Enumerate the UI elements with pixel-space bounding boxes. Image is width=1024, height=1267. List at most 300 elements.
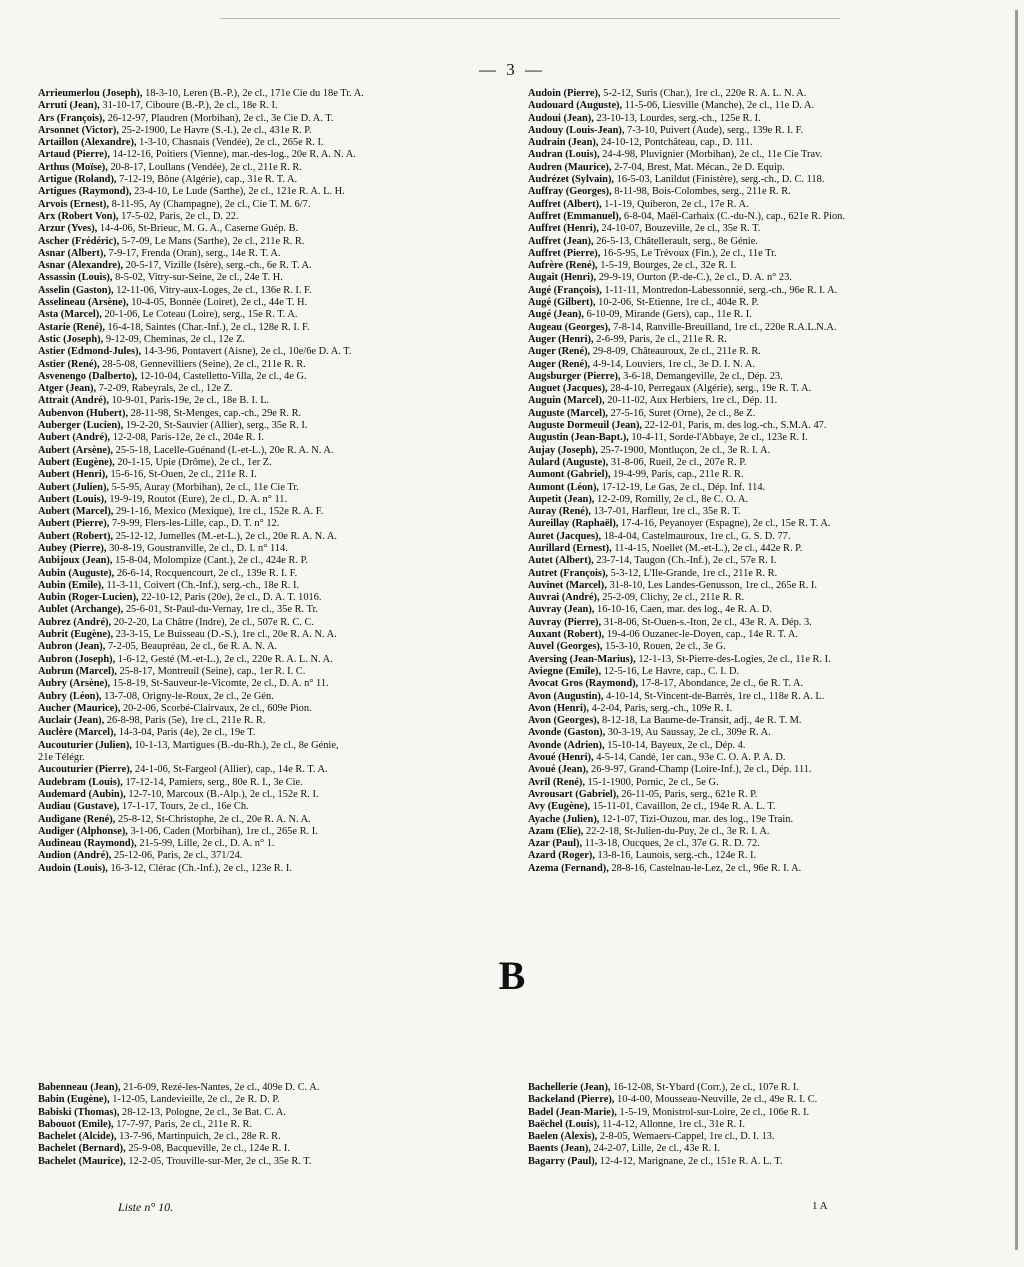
- list-entry: [528, 125, 998, 137]
- entry-name: Arx (Robert Von),: [38, 210, 119, 222]
- entry-name: Babenneau (Jean),: [38, 1082, 121, 1093]
- right-column: [528, 88, 998, 875]
- entry-details: 18-4-04, Castelmauroux, 1re cl., G. S. D. 77.: [603, 530, 791, 542]
- entry-details: 5-2-12, Suris (Char.), 1re cl., 220e R. A. L. N. A.: [603, 88, 807, 99]
- list-entry: [38, 223, 508, 235]
- list-entry: [528, 555, 998, 567]
- list-entry: [528, 826, 998, 838]
- list-entry: [38, 678, 508, 690]
- list-entry: [38, 100, 508, 112]
- entry-name: Aupetit (Jean),: [528, 493, 595, 505]
- entry-details: 12-1-07, Tizi-Ouzou, mar. des log., 19e Train.: [602, 813, 794, 825]
- entry-details: 30-3-19, Au Saussay, 2e cl., 309e R. A.: [607, 727, 771, 739]
- list-entry: [528, 801, 998, 813]
- entry-name: Auguet (Jacques),: [528, 383, 608, 395]
- entry-details: 14-4-06, St-Brieuc, M. G. A., Caserne Guép. B.: [99, 223, 299, 235]
- list-entry: [528, 740, 998, 752]
- list-entry: [38, 592, 508, 604]
- entry-name: Audren (Maurice),: [528, 161, 612, 173]
- entry-name: Aviegne (Emile),: [528, 665, 602, 677]
- entry-name: Auvinet (Marcel),: [528, 579, 607, 591]
- entry-name: Avonde (Gaston),: [528, 727, 606, 739]
- entry-name: Bachelet (Bernard),: [38, 1143, 126, 1155]
- section-b-right-column: [528, 1082, 998, 1168]
- list-entry: [528, 113, 998, 125]
- list-entry: [528, 1143, 998, 1155]
- entry-name: Avoué (Jean),: [528, 764, 589, 776]
- entry-name: Auvel (Georges),: [528, 641, 603, 653]
- entry-details: 1-3-10, Chasnais (Vendée), 2e cl., 265e R. I.: [139, 137, 324, 149]
- entry-name: Aubrez (André),: [38, 616, 112, 628]
- entry-details: 12-4-12, Marignane, 2e cl., 151e R. A. L. T.: [599, 1155, 783, 1167]
- list-entry: [528, 592, 998, 604]
- list-entry: [38, 174, 508, 186]
- entry-details: 31-8-10, Les Landes-Genusson, 1re cl., 265e R. I.: [609, 579, 817, 591]
- entry-name: Aucouturier (Julien),: [38, 739, 132, 751]
- list-entry: [528, 506, 998, 518]
- entry-name: Aubert (Henri),: [38, 469, 108, 481]
- entry-name: Audran (Louis),: [528, 149, 600, 161]
- list-entry: [528, 568, 998, 580]
- entry-details: 13-7-01, Harfleur, 1re cl., 35e R. T.: [593, 506, 741, 518]
- list-entry: [38, 543, 508, 555]
- entry-name: Asselin (Gaston),: [38, 284, 114, 296]
- entry-details: 17-5-02, Paris, 2e cl., D. 22.: [121, 210, 239, 222]
- entry-details: 25-9-08, Bacqueville, 2e cl., 124e R. I.: [128, 1143, 290, 1155]
- entry-details: 20-8-17, Loullans (Vendée), 2e cl., 211e R. R.: [110, 161, 302, 173]
- list-entry: [38, 617, 508, 629]
- entry-name: Audigane (René),: [38, 813, 116, 825]
- list-entry: [528, 297, 998, 309]
- list-entry: [38, 814, 508, 826]
- entry-details: 10-9-01, Paris-19e, 2e cl., 18e B. I. L.: [111, 395, 270, 407]
- entry-name: Azam (Elie),: [528, 825, 584, 837]
- entry-details: 31-8-06, St-Ouen-s.-Iton, 2e cl., 43e R. A. Dép. 3.: [603, 616, 812, 628]
- entry-name: Audion (André),: [38, 850, 112, 862]
- entry-details: 23-4-10, Le Lude (Sarthe), 2e cl., 121e R. A. L. H.: [134, 186, 345, 198]
- entry-details: 16-10-16, Caen, mar. des log., 4e R. A. D.: [597, 604, 772, 616]
- entry-details: 12-5-16, Le Havre, cap., C. I. D.: [603, 665, 740, 677]
- list-entry: [38, 432, 508, 444]
- list-entry: [38, 309, 508, 321]
- list-entry: [38, 346, 508, 358]
- list-entry: [38, 322, 508, 334]
- entry-name: Audebram (Louis),: [38, 776, 123, 788]
- entry-name: Astic (Joseph),: [38, 333, 104, 345]
- entry-name: Audrézet (Sylvain),: [528, 174, 615, 186]
- entry-details: 10-4-11, Sorde-l'Abbaye, 2e cl., 123e R. I.: [631, 432, 808, 444]
- section-b-left-column: [38, 1082, 508, 1168]
- entry-details: 26-9-97, Grand-Champ (Loire-Inf.), 2e cl., Dép. 111.: [591, 764, 812, 776]
- entry-details: 7-8-14, Ranville-Breuilland, 1re cl., 220e R.A.L.N.A.: [613, 321, 837, 333]
- entry-details: 7-9-17, Frenda (Oran), serg., 14e R. T. A.: [108, 247, 281, 259]
- entry-name: Artaillon (Alexandre),: [38, 137, 137, 149]
- list-entry: [528, 1082, 998, 1094]
- entry-name: Ars (François),: [38, 112, 105, 124]
- entry-details: 8-5-02, Vitry-sur-Seine, 2e cl., 24e T. H.: [115, 272, 283, 284]
- entry-name: Azema (Fernand),: [528, 862, 609, 874]
- entry-details: 31-8-06, Rueil, 2e cl., 207e R. P.: [610, 456, 747, 468]
- entry-details: 10-4-00, Mousseau-Neuville, 2e cl., 49e R. I. C.: [617, 1094, 818, 1106]
- list-entry: [38, 408, 508, 420]
- entry-details: 13-8-16, Launois, serg.-ch., 124e R. I.: [597, 850, 757, 862]
- entry-details: 20-11-02, Aux Herbiers, 1re cl., Dép. 11.: [607, 395, 778, 407]
- entry-name: Asselineau (Arsène),: [38, 297, 129, 309]
- entry-details: 8-12-18, La Baume-de-Transit, adj., 4e R. T. M.: [601, 715, 802, 727]
- entry-name: Auclair (Jean),: [38, 715, 105, 727]
- entry-details: 1-5-19, Bourges, 2e cl., 32e R. I.: [600, 260, 737, 272]
- list-entry: [38, 1107, 508, 1119]
- entry-name: Auxant (Robert),: [528, 629, 605, 641]
- list-entry: [38, 1131, 508, 1143]
- entry-name: Audrain (Jean),: [528, 137, 599, 149]
- list-entry: [528, 678, 998, 690]
- entry-details: 11-4-12, Allonne, 1re cl., 31e R. I.: [602, 1118, 745, 1130]
- list-entry: [38, 703, 508, 715]
- list-entry: [38, 334, 508, 346]
- list-entry: [528, 445, 998, 457]
- entry-details: 23-3-15, Le Buisseau (D.-S.), 1re cl., 20e R. A. N. A.: [115, 629, 337, 641]
- entry-details: 19-9-19, Routot (Eure), 2e cl., D. A. n° 11.: [109, 493, 288, 505]
- list-entry: [38, 162, 508, 174]
- entry-name: Badel (Jean-Marie),: [528, 1106, 617, 1118]
- list-entry: [38, 666, 508, 678]
- entry-name: Aufrère (René),: [528, 260, 598, 272]
- entry-name: Asnar (Alexandre),: [38, 260, 124, 272]
- list-entry: [528, 346, 998, 358]
- entry-details: 28-11-98, St-Menges, cap.-ch., 29e R. R.: [130, 407, 302, 419]
- entry-name: Avoué (Henri),: [528, 752, 594, 764]
- entry-details: 24-10-12, Pontchâteau, cap., D. 111.: [601, 137, 753, 149]
- list-entry: [38, 580, 508, 592]
- entry-details: 5-7-09, Le Mans (Sarthe), 2e cl., 211e R. R.: [121, 235, 305, 247]
- list-entry: [528, 199, 998, 211]
- list-entry: [528, 727, 998, 739]
- list-entry: [38, 248, 508, 260]
- entry-details: 12-1-13, St-Pierre-des-Logies, 2e cl., 11e R. I.: [638, 653, 831, 665]
- list-entry: [528, 764, 998, 776]
- list-entry: [528, 863, 998, 875]
- entry-name: Avon (Henri),: [528, 702, 589, 714]
- list-entry: [38, 568, 508, 580]
- entry-details: 10-1-13, Martigues (B.-du-Rh.), 2e cl., 8e Génie,: [134, 739, 339, 751]
- entry-name: Aubert (André),: [38, 432, 111, 444]
- entry-name: Aucouturier (Pierre),: [38, 764, 133, 776]
- list-entry: [38, 801, 508, 813]
- list-entry: [38, 260, 508, 272]
- list-entry: [38, 186, 508, 198]
- entry-details: 26-12-97, Plaudren (Morbihan), 2e cl., 3e Cie D. A. T.: [107, 112, 334, 124]
- entry-details: 25-2-09, Clichy, 2e cl., 211e R. R.: [602, 592, 745, 604]
- list-entry: [38, 88, 508, 100]
- entry-details: 8-11-95, Ay (Champagne), 2e cl., Cie T. M. 6/7.: [111, 198, 311, 210]
- entry-name: Aubin (Auguste),: [38, 567, 115, 579]
- list-entry: [528, 580, 998, 592]
- list-entry: [528, 162, 998, 174]
- entry-details: 26-8-98, Paris (5e), 1re cl., 211e R. R.: [106, 715, 266, 727]
- entry-details: 7-9-99, Flers-les-Lille, cap., D. T. n° 12.: [111, 518, 280, 530]
- section-a-columns: [38, 88, 998, 875]
- entry-name: Babiski (Thomas),: [38, 1106, 120, 1118]
- list-entry: [528, 174, 998, 186]
- list-entry: [528, 629, 998, 641]
- entry-details: 24-1-06, St-Fargeol (Allier), cap., 14e R. T. A.: [134, 764, 328, 776]
- entry-details: 2-8-05, Wemaers-Cappel, 1re cl., D. I. 13.: [599, 1131, 775, 1143]
- entry-details: 12-10-04, Castelletto-Villa, 2e cl., 4e G.: [139, 370, 307, 382]
- entry-details: 10-2-06, St-Etienne, 1re cl., 404e R. P.: [598, 297, 759, 309]
- entry-name: Audemard (Aubin),: [38, 788, 126, 800]
- entry-details: 17-1-17, Tours, 2e cl., 16e Ch.: [122, 801, 249, 813]
- list-entry: [38, 777, 508, 789]
- entry-details: 25-8-17, Montreuil (Seine), cap., 1er R. I. C.: [119, 665, 306, 677]
- entry-details: 21-5-99, Lille, 2e cl., D. A. n° 1.: [139, 838, 275, 850]
- entry-details: 15-8-04, Molompize (Cant.), 2e cl., 424e R. P.: [115, 555, 308, 567]
- entry-details: 14-3-04, Paris (4e), 2e cl., 19e T.: [118, 727, 256, 739]
- entry-name: Autret (François),: [528, 567, 609, 579]
- list-entry: [528, 531, 998, 543]
- left-column: [38, 88, 508, 875]
- entry-details: 31-10-17, Ciboure (B.-P.), 2e cl., 18e R. I.: [102, 100, 278, 112]
- entry-details: 23-7-14, Taugon (Ch.-Inf.), 2e cl., 57e R. I.: [596, 555, 777, 567]
- entry-details: 25-7-1900, Montluçon, 2e cl., 3e R. I. A.: [600, 444, 771, 456]
- entry-name: Bachelet (Maurice),: [38, 1155, 126, 1167]
- entry-name: Auger (René),: [528, 346, 591, 358]
- list-entry: [528, 543, 998, 555]
- entry-details: 17-4-16, Peyanoyer (Espagne), 2e cl., 15e R. T. A.: [621, 518, 831, 530]
- entry-name: Backeland (Pierre),: [528, 1094, 615, 1106]
- list-entry: [528, 469, 998, 481]
- entry-details: 16-3-12, Clérac (Ch.-Inf.), 2e cl., 123e R. I.: [110, 862, 292, 874]
- entry-details: 11-5-06, Liesville (Manche), 2e cl., 11e D. A.: [624, 100, 815, 112]
- entry-details: 26-6-14, Rocquencourt, 2e cl., 139e R. I. F.: [116, 567, 298, 579]
- list-entry: [38, 838, 508, 850]
- list-entry: [528, 789, 998, 801]
- entry-name: Azard (Roger),: [528, 850, 595, 862]
- list-entry: [528, 777, 998, 789]
- entry-name: Auclère (Marcel),: [38, 727, 117, 739]
- list-entry: [38, 420, 508, 432]
- entry-details: 26-5-13, Châtellerault, serg., 8e Génie.: [596, 235, 758, 247]
- entry-details: 3-1-06, Caden (Morbihan), 1re cl., 265e R. I.: [130, 825, 318, 837]
- entry-name: Auvrai (André),: [528, 592, 600, 604]
- list-entry: [38, 1082, 508, 1094]
- entry-name: Audoui (Jean),: [528, 112, 594, 124]
- entry-details: 17-12-19, Le Gas, 2e cl., Dép. Inf. 114.: [601, 481, 766, 493]
- entry-details: 20-1-15, Upie (Drôme), 2e cl., 1er Z.: [117, 456, 272, 468]
- list-entry: [38, 1143, 508, 1155]
- entry-name: Auffret (Emmanuel),: [528, 210, 622, 222]
- entry-details: 28-8-16, Castelnau-le-Lez, 2e cl., 96e R. I. A.: [611, 862, 802, 874]
- entry-name: Aubert (Julien),: [38, 481, 109, 493]
- list-entry: [38, 863, 508, 875]
- entry-details: 24-2-07, Lille, 2e cl., 43e R. I.: [593, 1143, 720, 1155]
- entry-name: Aubenvon (Hubert),: [38, 407, 129, 419]
- list-entry: [38, 211, 508, 223]
- entry-details: 4-9-14, Louviers, 1re cl., 3e D. I. N. A.: [592, 358, 755, 370]
- entry-name: Auray (René),: [528, 506, 591, 518]
- entry-name: Aubert (Robert),: [38, 530, 114, 542]
- entry-details: 4-5-14, Candé, 1er can., 93e C. O. A. P. A. D.: [596, 752, 786, 764]
- list-entry: [528, 1107, 998, 1119]
- entry-name: Astier (Edmond-Jules),: [38, 346, 142, 358]
- list-entry: [528, 272, 998, 284]
- entry-name: Aucher (Maurice),: [38, 702, 121, 714]
- entry-name: Arruti (Jean),: [38, 100, 100, 112]
- list-entry: [38, 482, 508, 494]
- list-entry: [38, 654, 508, 666]
- list-entry: [38, 740, 508, 752]
- list-entry: [528, 703, 998, 715]
- list-entry: [528, 518, 998, 530]
- list-entry: [38, 1119, 508, 1131]
- entry-name: Assassin (Louis),: [38, 272, 113, 284]
- entry-details: 11-4-15, Noellet (M.-et-L.), 2e cl., 442e R. P.: [614, 542, 803, 554]
- list-entry: [38, 826, 508, 838]
- entry-name: Avrousart (Gabriel),: [528, 788, 619, 800]
- entry-details: 21e Télégr.: [38, 752, 85, 764]
- entry-name: Augeau (Georges),: [528, 321, 611, 333]
- entry-name: Bachelet (Alcide),: [38, 1131, 117, 1143]
- entry-name: Audoin (Louis),: [38, 862, 108, 874]
- entry-name: Augustin (Jean-Bapt.),: [528, 432, 629, 444]
- list-entry: [38, 727, 508, 739]
- entry-name: Arsonnet (Victor),: [38, 124, 119, 136]
- list-entry: [528, 395, 998, 407]
- list-entry: [528, 617, 998, 629]
- list-entry: [38, 1156, 508, 1168]
- list-entry: [38, 297, 508, 309]
- entry-name: Artigues (Raymond),: [38, 186, 132, 198]
- list-entry: [528, 457, 998, 469]
- section-letter: B: [498, 953, 526, 998]
- entry-details: 11-3-18, Oucques, 2e cl., 37e G. R. D. 72.: [584, 838, 760, 850]
- entry-details: 17-12-14, Pamiers, serg., 80e R. I., 3e Cie.: [125, 776, 303, 788]
- entry-name: Aubert (Eugène),: [38, 456, 115, 468]
- list-entry: [528, 149, 998, 161]
- list-entry: [38, 125, 508, 137]
- entry-name: Auguin (Marcel),: [528, 395, 605, 407]
- entry-name: Attrait (André),: [38, 395, 109, 407]
- entry-name: Aubijoux (Jean),: [38, 555, 113, 567]
- list-entry: [528, 88, 998, 100]
- entry-details: 25-2-1900, Le Havre (S.-I.), 2e cl., 431e R. P.: [121, 124, 312, 136]
- list-entry: [38, 469, 508, 481]
- list-entry: [528, 814, 998, 826]
- list-entry: [528, 715, 998, 727]
- list-entry: [38, 752, 508, 764]
- list-entry: [38, 199, 508, 211]
- entry-details: 19-4-99, Paris, cap., 211e R. R.: [613, 469, 744, 481]
- entry-name: Aubert (Arsène),: [38, 444, 114, 456]
- entry-details: 6-8-04, Maël-Carhaix (C.-du-N.), cap., 621e R. Pion.: [623, 210, 845, 222]
- list-entry: [528, 359, 998, 371]
- entry-name: Aublet (Archange),: [38, 604, 124, 616]
- entry-details: 24-4-98, Pluvignier (Morbihan), 2e cl., 11e Cie Trav.: [602, 149, 823, 161]
- entry-name: Auffret (Henri),: [528, 223, 599, 235]
- entry-details: 22-12-01, Paris, m. des log.-ch., S.M.A. 47.: [644, 420, 827, 432]
- entry-name: Azar (Paul),: [528, 838, 583, 850]
- entry-name: Auffret (Albert),: [528, 198, 602, 210]
- list-entry: [528, 260, 998, 272]
- list-entry: [528, 371, 998, 383]
- entry-details: 12-7-10, Marcoux (B.-Alp.), 2e cl., 152e R. I.: [128, 788, 319, 800]
- entry-name: Auvray (Jean),: [528, 604, 595, 616]
- entry-details: 13-7-08, Origny-le-Roux, 2e cl., 2e Gén.: [104, 690, 274, 702]
- entry-details: 8-11-98, Bois-Colombes, serg., 211e R. R.: [614, 186, 791, 198]
- entry-details: 14-12-16, Poitiers (Vienne), mar.-des-log., 20e R. A. N. A.: [112, 149, 356, 161]
- list-entry: [38, 518, 508, 530]
- entry-details: 12-2-05, Trouville-sur-Mer, 2e cl., 35e R. T.: [128, 1155, 312, 1167]
- entry-name: Avon (Georges),: [528, 715, 600, 727]
- list-entry: [38, 285, 508, 297]
- entry-details: 22-10-12, Paris (20e), 2e cl., D. A. T. 1016.: [141, 592, 322, 604]
- list-entry: [528, 309, 998, 321]
- entry-name: Aurillard (Ernest),: [528, 542, 612, 554]
- list-entry: [38, 789, 508, 801]
- entry-name: Avonde (Adrien),: [528, 739, 605, 751]
- list-entry: [528, 285, 998, 297]
- list-entry: [528, 752, 998, 764]
- entry-name: Arvois (Ernest),: [38, 198, 109, 210]
- entry-details: 7-12-19, Bône (Algérie), cap., 31e R. T. A.: [119, 174, 298, 186]
- list-entry: [38, 383, 508, 395]
- entry-details: 28-12-13, Pologne, 2e cl., 3e Bat. C. A.: [122, 1106, 286, 1118]
- entry-name: Aumont (Gabriel),: [528, 469, 611, 481]
- entry-details: 6-10-09, Mirande (Gers), cap., 11e R. I.: [586, 309, 752, 321]
- list-entry: [528, 604, 998, 616]
- entry-details: 19-2-20, St-Sauvier (Allier), serg., 35e R. I.: [125, 420, 308, 432]
- list-entry: [528, 482, 998, 494]
- entry-details: 1-11-11, Montredon-Labessonnié, serg.-ch., 96e R. I. A.: [604, 284, 838, 296]
- entry-details: 5-5-95, Auray (Morbihan), 2e cl., 11e Cie Tr.: [111, 481, 299, 493]
- entry-details: 20-2-20, La Châtre (Indre), 2e cl., 507e R. C. C.: [113, 616, 314, 628]
- list-entry: [38, 457, 508, 469]
- entry-details: 16-4-18, Saintes (Char.-Inf.), 2e cl., 128e R. I. F.: [107, 321, 310, 333]
- entry-details: 25-12-12, Jumelles (M.-et-L.), 2e cl., 20e R. A. N. A.: [115, 530, 337, 542]
- section-b-columns: [38, 1082, 998, 1168]
- entry-details: 15-10-14, Bayeux, 2e cl., Dép. 4.: [607, 739, 746, 751]
- entry-details: 16-12-08, St-Ybard (Corr.), 2e cl., 107e R. I.: [613, 1082, 799, 1093]
- entry-name: Auguste Dormeuil (Jean),: [528, 420, 642, 432]
- list-entry: [38, 137, 508, 149]
- entry-name: Arrieumerlou (Joseph),: [38, 88, 143, 99]
- list-entry: [528, 691, 998, 703]
- list-entry: [528, 322, 998, 334]
- list-entry: [528, 334, 998, 346]
- entry-details: 7-2-09, Rabeyrals, 2e cl., 12e Z.: [98, 383, 233, 395]
- entry-name: Aubert (Pierre),: [38, 518, 110, 530]
- entry-name: Augait (Henri),: [528, 272, 597, 284]
- entry-name: Audiger (Alphonse),: [38, 825, 128, 837]
- entry-name: Asta (Marcel),: [38, 309, 102, 321]
- list-entry: [38, 445, 508, 457]
- entry-details: 1-6-12, Gesté (M.-et-L.), 2e cl., 220e R. A. L. N. A.: [117, 653, 333, 665]
- entry-name: Avon (Augustin),: [528, 690, 604, 702]
- list-entry: [38, 604, 508, 616]
- entry-details: 25-12-06, Paris, 2e cl., 371/24.: [113, 850, 243, 862]
- entry-name: Aubert (Marcel),: [38, 506, 114, 518]
- list-entry: [38, 395, 508, 407]
- entry-name: Aubey (Pierre),: [38, 542, 107, 554]
- entry-name: Arthus (Moïse),: [38, 161, 108, 173]
- entry-details: 18-3-10, Leren (B.-P.), 2e cl., 171e Cie du 18e Tr. A.: [145, 88, 364, 99]
- list-entry: [528, 186, 998, 198]
- signature-mark: 1 A: [812, 1200, 828, 1212]
- list-entry: [528, 1119, 998, 1131]
- list-entry: [38, 149, 508, 161]
- entry-name: Audouard (Auguste),: [528, 100, 623, 112]
- entry-details: 15-6-16, St-Ouen, 2e cl., 211e R. I.: [110, 469, 257, 481]
